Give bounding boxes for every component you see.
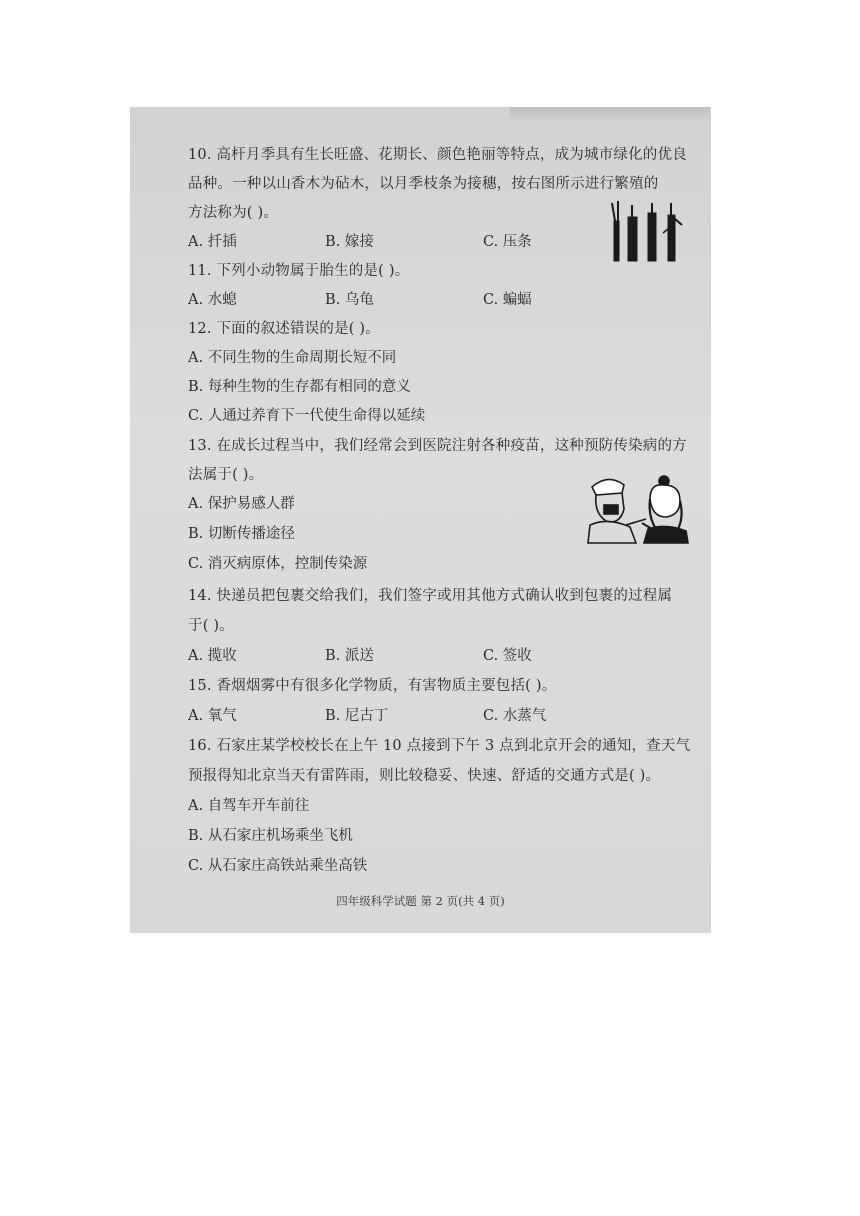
exam-page [130,107,711,933]
q16-option-c: C. 从石家庄高铁站乘坐高铁 [188,858,368,874]
q14-line1: 14. 快递员把包裹交给我们，我们签字或用其他方式确认收到包裹的过程属 [188,588,673,604]
q16-option-a: A. 自驾车开车前往 [188,798,310,814]
q15-option-a: A. 氧气 [188,708,237,724]
q14-option-c: C. 签收 [483,648,532,664]
q11-option-c: C. 蝙蝠 [483,292,532,308]
q10-option-c: C. 压条 [483,234,532,250]
q16-line1: 16. 石家庄某学校校长在上午 10 点接到下午 3 点到北京开会的通知，查天气 [188,738,691,754]
q15-option-c: C. 水蒸气 [483,708,547,724]
q15-option-b: B. 尼古丁 [325,708,389,724]
q13-option-a: A. 保护易感人群 [188,496,295,512]
q13-line1: 13. 在成长过程当中，我们经常会到医院注射各种疫苗，这种预防传染病的方 [188,438,687,454]
q12-option-a: A. 不同生物的生命周期长短不同 [188,350,397,366]
q12-option-b: B. 每种生物的生存都有相同的意义 [188,379,411,395]
q14-option-b: B. 派送 [325,648,374,664]
grafting-illustration [608,199,688,263]
q13-option-b: B. 切断传播途径 [188,526,295,542]
q14-line2: 于( )。 [188,618,234,634]
q10-line3: 方法称为( )。 [188,205,279,221]
q13-line2: 法属于( )。 [188,467,264,483]
q15-line1: 15. 香烟烟雾中有很多化学物质，有害物质主要包括( )。 [188,678,557,694]
q11-option-b: B. 乌龟 [325,292,374,308]
q16-line2: 预报得知北京当天有雷阵雨，则比较稳妥、快速、舒适的交通方式是( )。 [188,768,661,784]
q13-option-c: C. 消灭病原体，控制传染源 [188,556,368,572]
q11-option-a: A. 水螅 [188,292,237,308]
q12-line1: 12. 下面的叙述错误的是( )。 [188,321,380,337]
q10-line1: 10. 高杆月季具有生长旺盛、花期长、颜色艳丽等特点，成为城市绿化的优良 [188,147,687,163]
q14-option-a: A. 揽收 [188,648,237,664]
q10-line2: 品种。一种以山香木为砧木，以月季枝条为接穗，按右图所示进行繁殖的 [188,176,659,192]
q12-option-c: C. 人通过养育下一代使生命得以延续 [188,408,426,424]
page-footer: 四年级科学试题 第 2 页(共 4 页) [336,894,505,908]
q16-option-b: B. 从石家庄机场乘坐飞机 [188,828,353,844]
q11-line1: 11. 下列小动物属于胎生的是( )。 [188,263,410,279]
q10-option-a: A. 扦插 [188,234,237,250]
q10-option-b: B. 嫁接 [325,234,374,250]
vaccination-illustration [586,469,690,545]
